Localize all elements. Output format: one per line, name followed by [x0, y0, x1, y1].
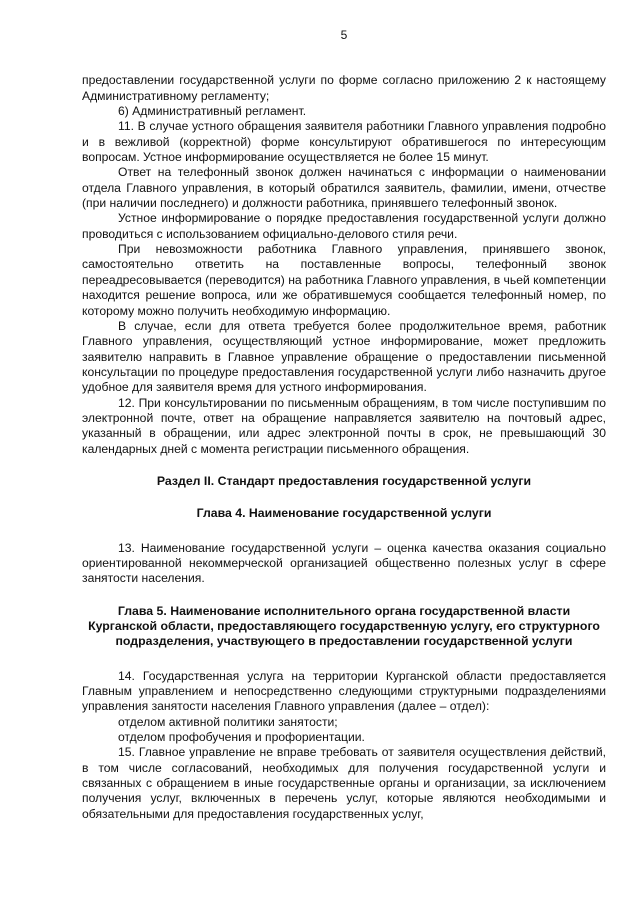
- paragraph: В случае, если для ответа требуется более продолжительное время, работник Главного управления, осуществляющий устное информирование, может предложить заявителю направить в Главное управление обращение о предоставлении письменной консультации по процедуре предоставления государственной услуги либо назначить другое удобное для заявителя время для устного информирования.: [82, 318, 606, 395]
- page-number: 5: [340, 28, 348, 42]
- paragraph: 11. В случае устного обращения заявителя работники Главного управления подробно и в вежливой (корректной) форме консультируют обратившегося по интересующим вопросам. Устное информирование осуществляется не более 15 минут.: [82, 119, 606, 165]
- paragraph: отделом профобучения и профориентации.: [118, 730, 365, 745]
- paragraph: При невозможности работника Главного управления, принявшего звонок, самостоятельно ответить на поставленные вопросы, телефонный звонок переадресовывается (переводится) на работника Главного управления, в чьей компетенции находится решение вопроса, или же обратившемуся сообщается телефонный номер, по которому можно получить необходимую информацию.: [82, 242, 606, 318]
- section-heading: Глава 4. Наименование государственной услуги: [196, 506, 492, 521]
- paragraph: 6) Административный регламент.: [118, 104, 307, 119]
- paragraph: Ответ на телефонный звонок должен начинаться с информации о наименовании отдела Главного управления, в который обратился заявитель, фамилии, имени, отчестве (при наличии последнего) и должности работника, принявшего телефонный звонок.: [82, 165, 606, 211]
- paragraph: Устное информирование о порядке предоставления государственной услуги должно проводиться с использованием официально-делового стиля речи.: [82, 211, 606, 241]
- paragraph: 14. Государственная услуга на территории Курганской области предоставляется Главным управлением и непосредственно следующими структурными подразделениями управления занятости населения Главного управления (далее – отдел):: [82, 668, 606, 714]
- paragraph: 12. При консультировании по письменным обращениям, в том числе поступившим по электронной почте, ответ на обращение направляется заявителю на почтовый адрес, указанный в обращении, или адрес электронной почты в срок, не превышающий 30 календарных дней с момента регистрации письменного обращения.: [82, 395, 606, 456]
- document-body: [82, 73, 606, 822]
- paragraph: отделом активной политики занятости;: [118, 714, 338, 729]
- section-heading: Раздел II. Стандарт предоставления государственной услуги: [156, 473, 532, 488]
- paragraph: 15. Главное управление не вправе требовать от заявителя осуществления действий, в том числе согласований, необходимых для получения государственной услуги и связанных с обращением в иные государственные органы и организации, за исключением получения услуг, включенных в перечень услуг, которые являются необходимыми и обязательными для предоставления государственных услуг,: [82, 745, 606, 821]
- paragraph: предоставлении государственной услуги по форме согласно приложению 2 к настоящему Административному регламенту;: [82, 73, 606, 103]
- section-heading: Глава 5. Наименование исполнительного органа государственной власти Курганской области, предоставляющего государственную услугу, его структурного подразделения, участвующего в предоставлении государственной услуги: [88, 603, 600, 649]
- paragraph: 13. Наименование государственной услуги – оценка качества оказания социально ориентированной некоммерческой организацией общественно полезных услуг в сфере занятости населения.: [82, 540, 606, 586]
